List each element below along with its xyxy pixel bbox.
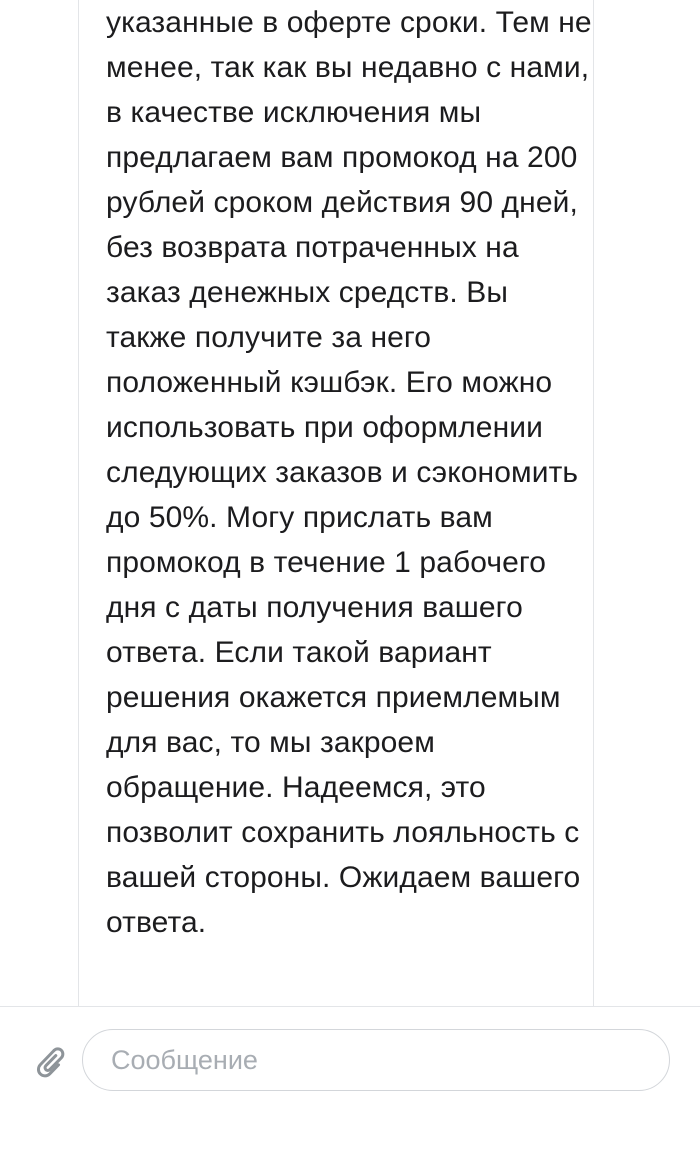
message-input[interactable]	[109, 1044, 643, 1077]
message-bubble-incoming[interactable]	[78, 0, 601, 945]
attach-button[interactable]	[18, 1032, 74, 1088]
message-composer	[0, 1007, 700, 1113]
message-input-wrapper[interactable]	[82, 1029, 670, 1091]
paperclip-icon	[24, 1038, 68, 1082]
bottom-safe-area	[0, 1113, 700, 1153]
message-text: указанные в оферте сроки. Тем не менее, так как вы недавно с нами, в качестве исключения мы предлагаем вам промокод на 200 рублей сроком действия 90 дней, без возврата потраченных на заказ денежных средств. Вы также получите за него положенный кэшбэк. Его можно использовать при оформлении следующих заказов и сэкономить до 50%. Могу прислать вам промокод в течение 1 рабочего дня с даты получения вашего ответа. Если такой вариант решения окажется приемлемым для вас, то мы закроем обращение. Надеемся, это позволит сохранить лояльность с вашей стороны. Ожидаем вашего ответа.	[106, 6, 601, 939]
